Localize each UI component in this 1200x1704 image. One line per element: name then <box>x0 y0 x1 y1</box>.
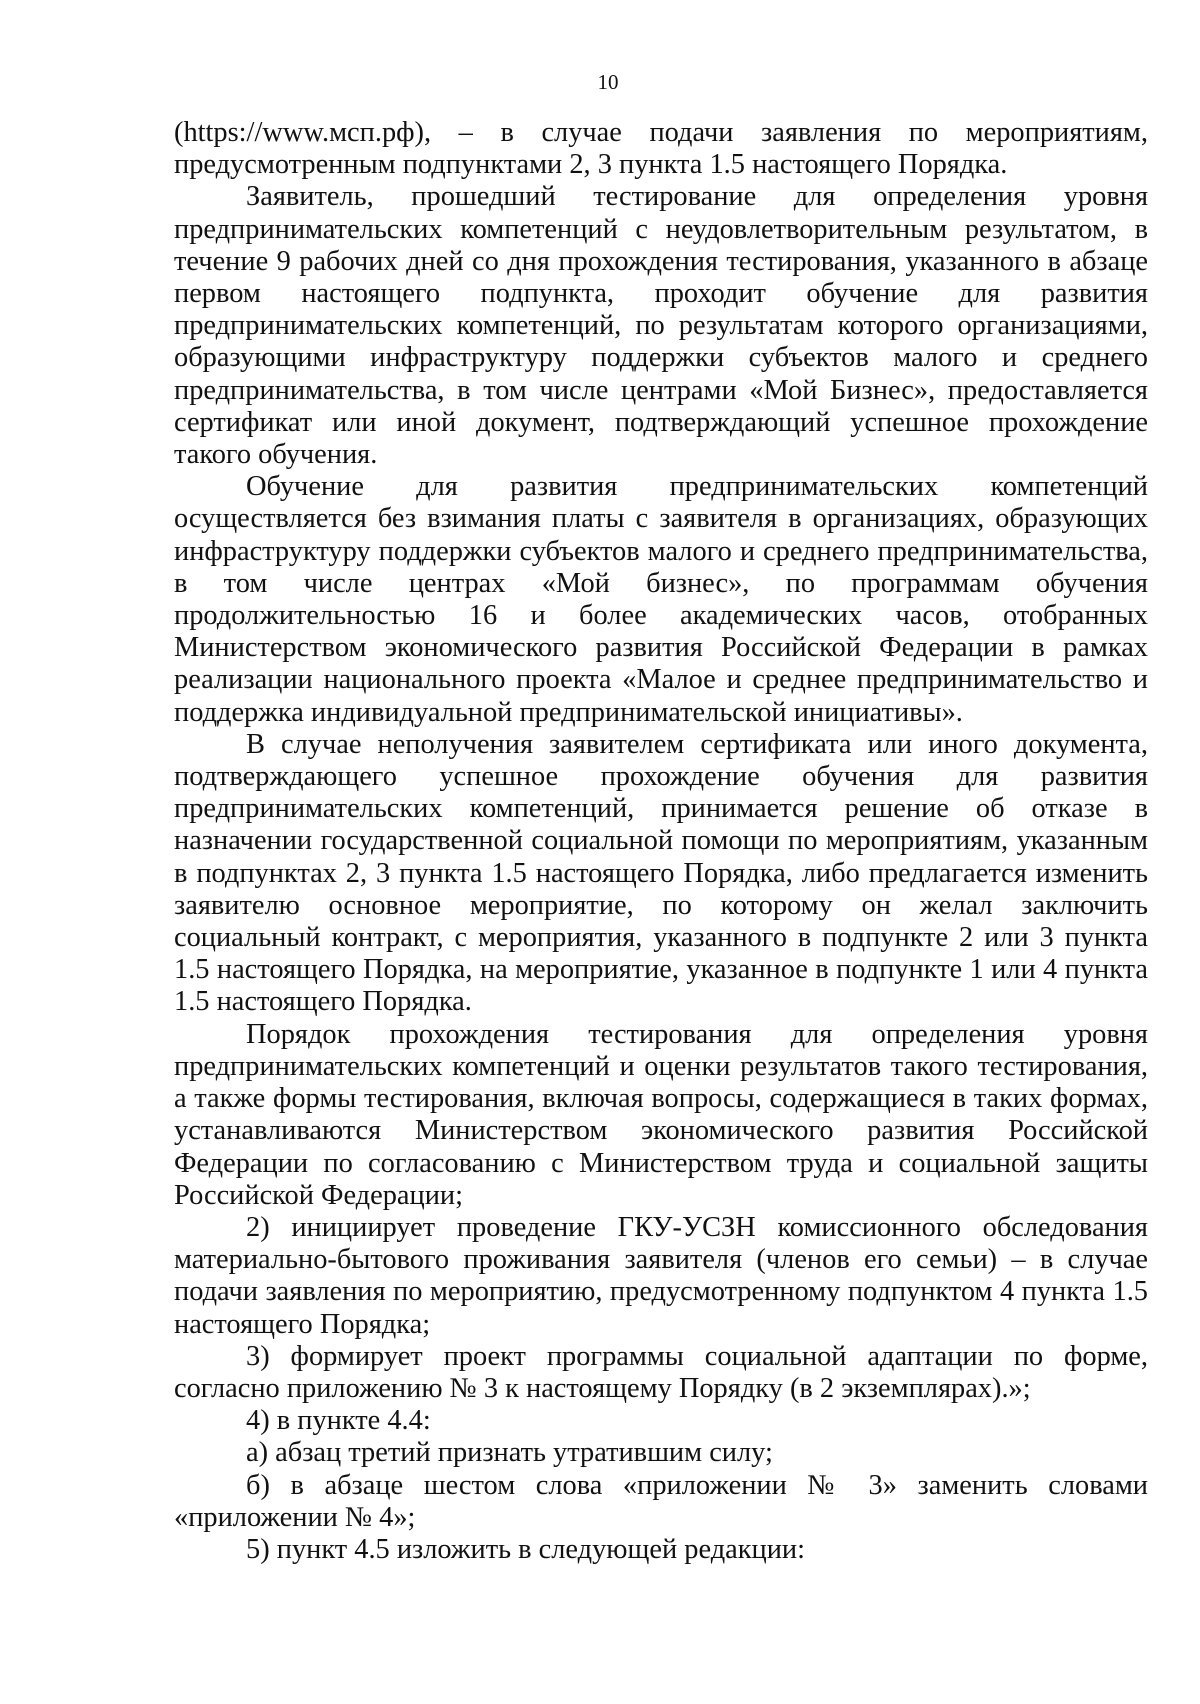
paragraph-training-conditions: Обучение для развития предпринимательских компетенций осуществляется без взимания платы с заявителя в организациях, образующих инфраструктуру поддержки субъектов малого и среднего предпринимательства, в том числе центрах «Мой бизнес», по программам обучения продолжительностью 16 и более академических часов, отобранных Министерством экономического развития Российской Федерации в рамках реализации национального проекта «Малое и среднее предпринимательство и поддержка индивидуальной предпринимательской инициативы». <box>174 471 1148 728</box>
page-number: 10 <box>597 70 619 94</box>
paragraph-applicant-training: Заявитель, прошедший тестирование для определения уровня предпринимательских компетенций с неудовлетворительным результатом, в течение 9 рабочих дней со дня прохождения тестирования, указанного в абзаце первом настоящего подпункта, проходит обучение для развития предпринимательских компетенций, по результатам которого организациями, образующими инфраструктуру поддержки субъектов малого и среднего предпринимательства, в том числе центрами «Мой Бизнес», предоставляется сертификат или иной документ, подтверждающий успешное прохождение такого обучения. <box>174 181 1148 471</box>
list-item-4a: а) абзац третий признать утратившим силу; <box>246 1437 773 1469</box>
list-item-5: 5) пункт 4.5 изложить в следующей редакции: <box>246 1533 805 1565</box>
document-body <box>174 117 1148 1566</box>
list-item-4b: б) в абзаце шестом слова «приложении № 3» заменить словами «приложении № 4»; <box>174 1469 1148 1533</box>
paragraph-continuation: (https://www.мсп.рф), – в случае подачи заявления по мероприятиям, предусмотренным подпунктами 2, 3 пункта 1.5 настоящего Порядка. <box>174 117 1148 181</box>
paragraph-certificate-refusal: В случае неполучения заявителем сертификата или иного документа, подтверждающего успешное прохождение обучения для развития предпринимательских компетенций, принимается решение об отказе в назначении государственной социальной помощи по мероприятиям, указанным в подпунктах 2, 3 пункта 1.5 настоящего Порядка, либо предлагается изменить заявителю основное мероприятие, по которому он желал заключить социальный контракт, с мероприятия, указанного в подпункте 2 или 3 пункта 1.5 настоящего Порядка, на мероприятие, указанное в подпункте 1 или 4 пункта 1.5 настоящего Порядка. <box>174 728 1148 1018</box>
list-item-3: 3) формирует проект программы социальной адаптации по форме, согласно приложению № 3 к настоящему Порядку (в 2 экземплярах).»; <box>174 1340 1148 1404</box>
list-item-2: 2) инициирует проведение ГКУ-УСЗН комиссионного обследования материально-бытового проживания заявителя (членов его семьи) – в случае подачи заявления по мероприятию, предусмотренному подпунктом 4 пункта 1.5 настоящего Порядка; <box>174 1211 1148 1340</box>
list-item-4: 4) в пункте 4.4: <box>246 1405 431 1437</box>
paragraph-testing-procedure: Порядок прохождения тестирования для определения уровня предпринимательских компетенций и оценки результатов такого тестирования, а также формы тестирования, включая вопросы, содержащиеся в таких формах, устанавливаются Министерством экономического развития Российской Федерации по согласованию с Министерством труда и социальной защиты Российской Федерации; <box>174 1018 1148 1211</box>
